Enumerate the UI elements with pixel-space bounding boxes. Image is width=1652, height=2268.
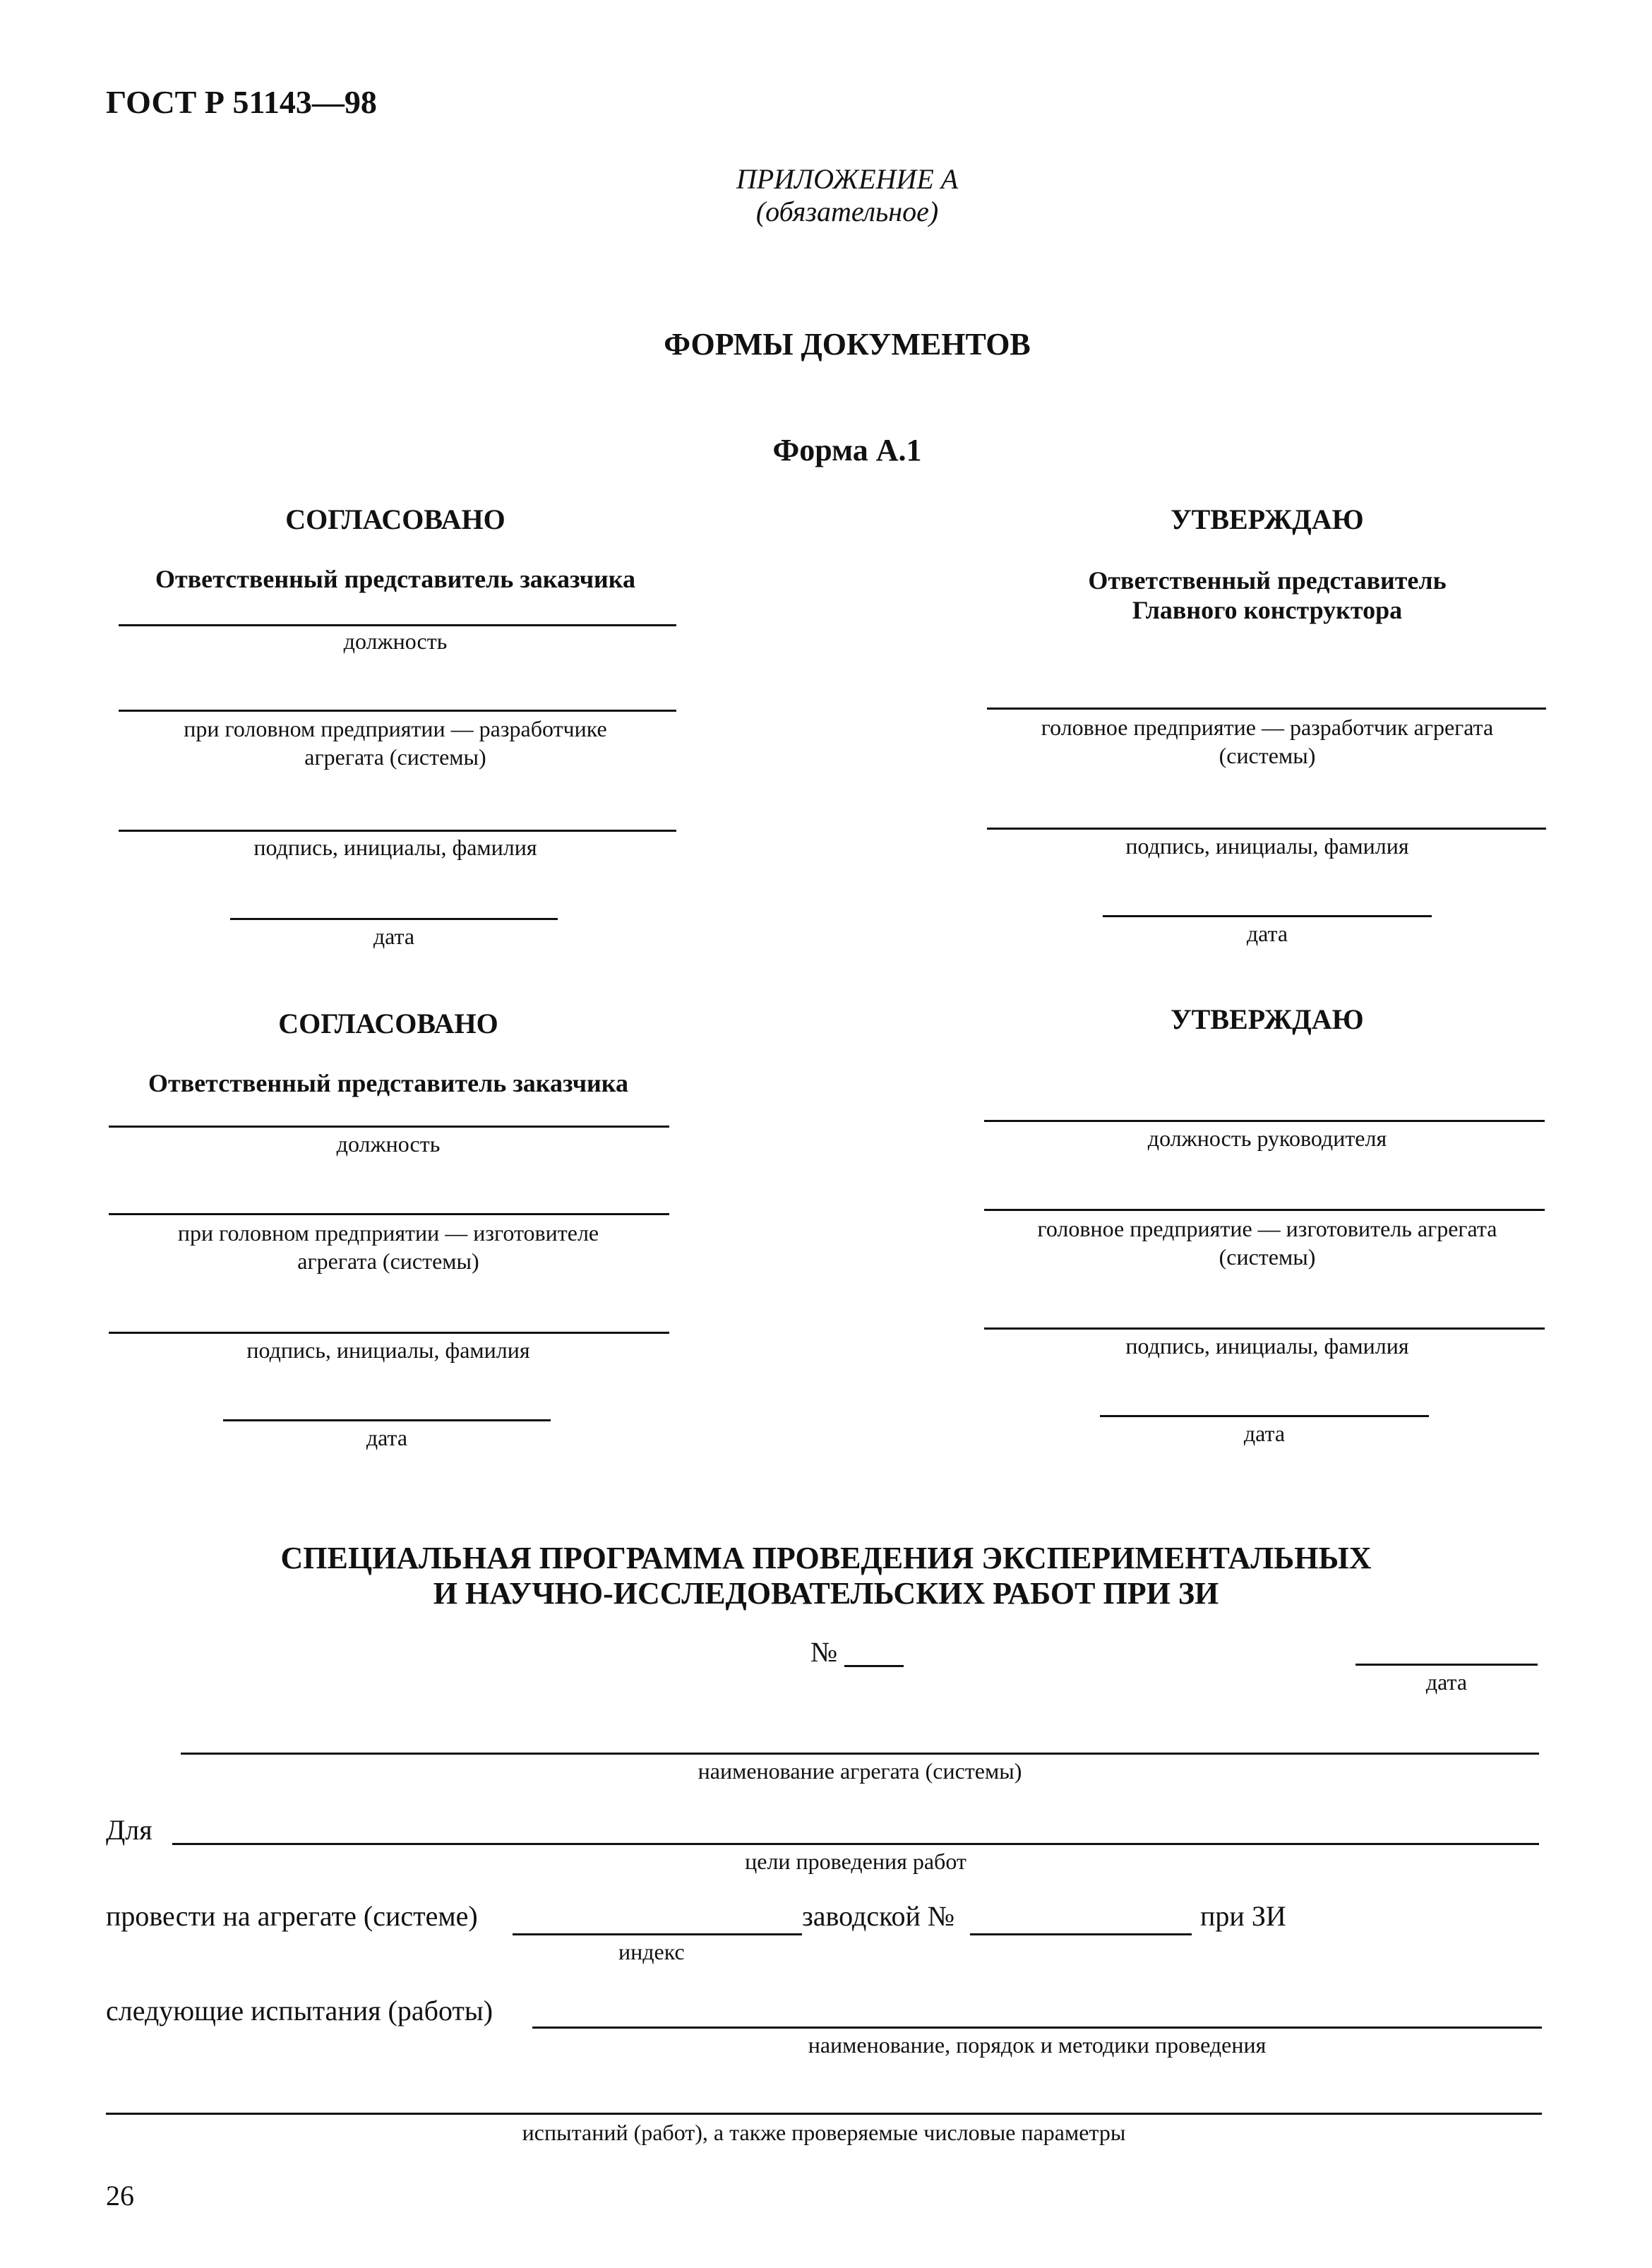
enterprise-caption-line1: головное предприятие — разработчик агрегата bbox=[1041, 715, 1494, 740]
program-number-line bbox=[844, 1665, 904, 1667]
enterprise-line bbox=[109, 1213, 669, 1215]
program-title-line2: И НАУЧНО-ИССЛЕДОВАТЕЛЬСКИХ РАБОТ ПРИ ЗИ bbox=[433, 1576, 1219, 1611]
date-line bbox=[1100, 1415, 1429, 1417]
manager-position-caption: должность руководителя bbox=[1147, 1126, 1387, 1151]
index-line bbox=[513, 1933, 802, 1935]
signature-line bbox=[987, 828, 1546, 830]
position-line bbox=[119, 624, 676, 626]
chief-designer-label-line1: Ответственный представитель bbox=[1088, 566, 1447, 595]
date-line bbox=[1103, 915, 1432, 917]
date-caption: дата bbox=[1246, 921, 1288, 946]
purpose-caption: цели проведения работ bbox=[745, 1849, 966, 1874]
chief-designer-label-line2: Главного конструктора bbox=[1132, 596, 1403, 624]
signature-caption: подпись, инициалы, фамилия bbox=[1125, 1333, 1409, 1359]
enterprise-caption-line2: (системы) bbox=[1219, 1244, 1316, 1270]
customer-representative-label: Ответственный представитель заказчика bbox=[155, 565, 635, 593]
position-line bbox=[109, 1126, 669, 1128]
for-label: Для bbox=[106, 1814, 152, 1846]
unit-name-line bbox=[181, 1753, 1539, 1755]
position-caption: должность bbox=[336, 1131, 441, 1157]
purpose-line bbox=[172, 1843, 1539, 1845]
enterprise-caption-line1: при головном предприятии — изготовителе bbox=[177, 1220, 599, 1246]
appendix-status: (обязательное) bbox=[755, 196, 939, 227]
customer-representative-label: Ответственный представитель заказчика bbox=[148, 1069, 628, 1097]
program-title-line1: СПЕЦИАЛЬНАЯ ПРОГРАММА ПРОВЕДЕНИЯ ЭКСПЕРИМЕНТАЛЬНЫХ bbox=[280, 1541, 1372, 1575]
enterprise-caption-line1: головное предприятие — изготовитель агрегата bbox=[1037, 1216, 1497, 1241]
approval-heading-right-2: УТВЕРЖДАЮ bbox=[1171, 1003, 1364, 1035]
approval-heading-left-1: СОГЛАСОВАНО bbox=[285, 503, 505, 535]
enterprise-caption-line1: при головном предприятии — разработчике bbox=[184, 716, 607, 741]
index-caption: индекс bbox=[618, 1939, 685, 1964]
signature-caption: подпись, инициалы, фамилия bbox=[1125, 833, 1409, 859]
enterprise-line bbox=[119, 710, 676, 712]
at-zi-label: при ЗИ bbox=[1200, 1900, 1286, 1932]
unit-name-caption: наименование агрегата (системы) bbox=[698, 1758, 1022, 1784]
tests-line bbox=[532, 2027, 1542, 2029]
approval-heading-right-1: УТВЕРЖДАЮ bbox=[1171, 503, 1364, 535]
factory-number-label: заводской № bbox=[802, 1900, 955, 1932]
program-number-label: № bbox=[810, 1636, 838, 1668]
tests-continuation-line bbox=[106, 2113, 1542, 2115]
signature-line bbox=[109, 1332, 669, 1334]
date-caption: дата bbox=[373, 924, 415, 949]
signature-line bbox=[119, 830, 676, 832]
enterprise-caption-line2: (системы) bbox=[1219, 743, 1316, 768]
date-caption: дата bbox=[366, 1425, 408, 1450]
enterprise-caption-line2: агрегата (системы) bbox=[304, 744, 486, 770]
program-date-line bbox=[1355, 1664, 1538, 1666]
enterprise-line bbox=[984, 1209, 1545, 1211]
enterprise-caption-line2: агрегата (системы) bbox=[297, 1248, 479, 1274]
signature-caption: подпись, инициалы, фамилия bbox=[253, 835, 537, 860]
date-caption: дата bbox=[1243, 1421, 1286, 1446]
date-line bbox=[230, 918, 558, 920]
enterprise-line bbox=[987, 708, 1546, 710]
document-code: ГОСТ Р 51143—98 bbox=[106, 84, 377, 120]
tests-caption: наименование, порядок и методики проведения bbox=[808, 2032, 1267, 2058]
appendix-title: ПРИЛОЖЕНИЕ А bbox=[736, 163, 959, 195]
form-title: Форма А.1 bbox=[772, 433, 922, 467]
position-line bbox=[984, 1120, 1545, 1122]
tests-continuation-caption: испытаний (работ), а также проверяемые числовые параметры bbox=[522, 2120, 1126, 2145]
signature-caption: подпись, инициалы, фамилия bbox=[246, 1337, 530, 1363]
date-line bbox=[223, 1419, 551, 1421]
signature-line bbox=[984, 1327, 1545, 1330]
approval-heading-left-2: СОГЛАСОВАНО bbox=[278, 1008, 498, 1039]
page-number: 26 bbox=[106, 2180, 134, 2212]
conduct-label: провести на агрегате (системе) bbox=[106, 1900, 478, 1932]
program-date-caption: дата bbox=[1425, 1669, 1468, 1695]
factory-number-line bbox=[970, 1933, 1192, 1935]
tests-label: следующие испытания (работы) bbox=[106, 1995, 493, 2027]
section-title: ФОРМЫ ДОКУМЕНТОВ bbox=[664, 327, 1031, 362]
position-caption: должность bbox=[343, 628, 448, 654]
